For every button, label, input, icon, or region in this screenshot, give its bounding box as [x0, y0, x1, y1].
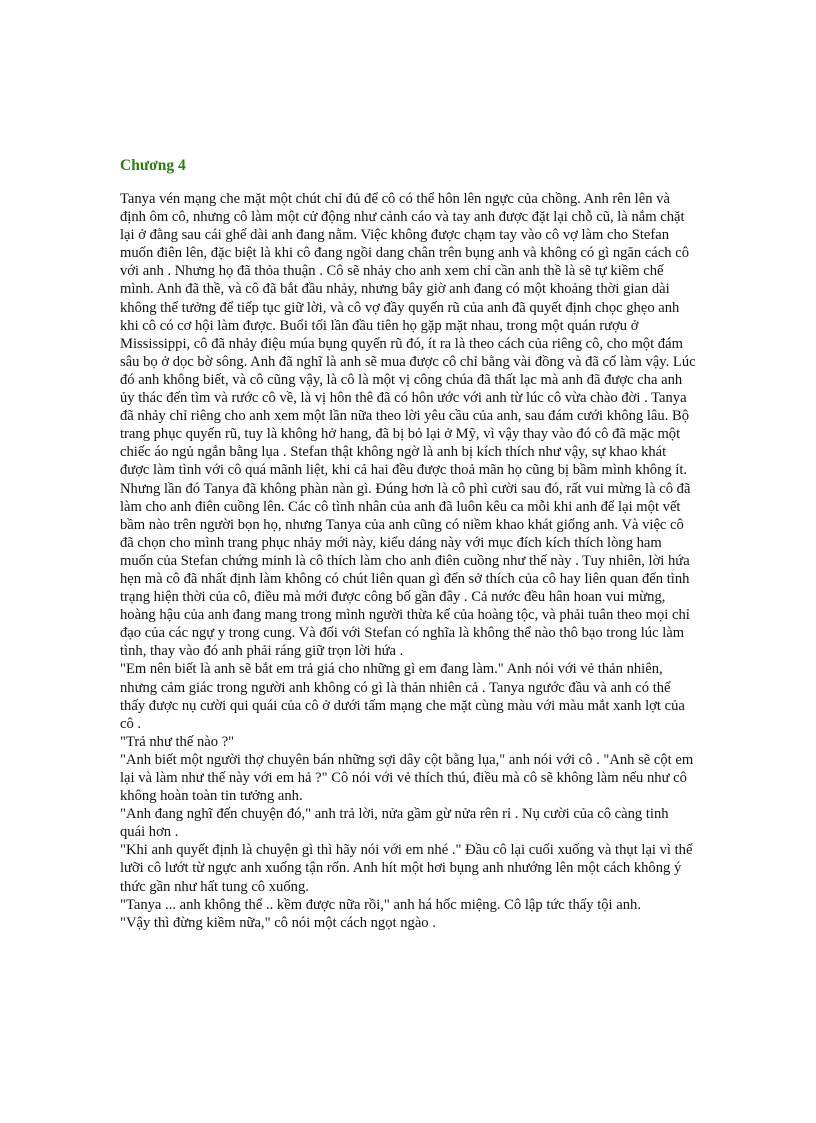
- paragraph: "Vậy thì đừng kiềm nữa," cô nói một cách ngọt ngào .: [120, 914, 436, 931]
- paragraph: Tanya vén mạng che mặt một chút chỉ đủ để cô có thể hôn lên ngực của chồng. Anh rên lên và định ôm cô, nhưng cô làm một cử động như cảnh cáo và tay anh được đặt lại chỗ cũ, là nắm chặt lại ở đằng sau cái ghế dài anh đang nằm. Việc không được chạm tay vào cô vợ làm cho Stefan muốn điên lên, đặc biệt là khi cô đang ngồi dang chân trên bụng anh và không có gì ngăn cách cô với anh . Nhưng họ đã thỏa thuận . Cô sẽ nhảy cho anh xem chỉ cần anh thề là sẽ tự kiềm chế mình. Anh đã thề, và cô đã bắt đầu nhảy, nhưng bây giờ anh đang có một khoảng thời gian dài không thể tưởng để tiếp tục giữ lời, và cô vợ đầy quyến rũ của anh đã quyết định chọc ghẹo anh khi cô có cơ hội làm được. Buổi tối lần đầu tiên họ gặp mặt nhau, trong một quán rượu ở Mississippi, cô đã nhảy điệu múa bụng quyến rũ đó, ít ra là theo cách của riêng cô, cho một đám sâu bọ ở dọc bờ sông. Anh đã nghĩ là anh sẽ mua được cô chỉ bằng vài đồng và đã cố làm vậy. Lúc đó anh không biết, và cô cũng vậy, là cô là một vị công chúa đã thất lạc mà anh đã được cha anh ủy thác đến tìm và rước cô về, là vị hôn thê đã có hôn ước với anh từ lúc cô vừa chào đời . Tanya đã nhảy chỉ riêng cho anh xem một lần nữa theo lời yêu cầu của anh, sau đám cưới không lâu. Bộ trang phục quyến rũ, tuy là không hở hang, đã bị bỏ lại ở Mỹ, vì vậy thay vào đó cô đã mặc một chiếc áo ngủ ngắn bằng lụa . Stefan thật không ngờ là anh bị kích thích như vậy, sự khao khát được làm tình với cô quá mãnh liệt, khi cả hai đều được thoả mãn họ cũng bị bầm mình không ít. Nhưng lần đó Tanya đã không phàn nàn gì. Đúng hơn là cô phì cười sau đó, rất vui mừng là cô đã làm cho anh điên cuồng lên. Các cô tình nhân của anh đã luôn kêu ca mỗi khi anh để lại một vết bầm nào trên người bọn họ, nhưng Tanya của anh cũng có niềm khao khát giống anh. Và việc cô đã chọn cho mình trang phục nhảy mới này, kiểu dáng này với mục đích kích thích lòng ham muốn của Stefan chứng minh là cô thích làm cho anh điên cuồng như thế này . Tuy nhiên, lời hứa hẹn mà cô đã nhất định làm không có chút liên quan gì đến sở thích của cô hay liên quan đến tình trạng hiện thời của cô, điều mà mới được công bố gần đây . Cả nước đều hân hoan vui mừng, hoàng hậu của anh đang mang trong mình người thừa kế của hoàng tộc, và phải tuân theo mọi chỉ đạo của các ngự y trong cung. Và đối với Stefan có nghĩa là không thể nào thô bạo trong lúc làm tình, thay vào đó anh phải ráng giữ trọn lời hứa .: [120, 191, 696, 660]
- paragraph: "Anh biết một người thợ chuyên bán những sợi dây cột bằng lụa," anh nói với cô . "Anh sẽ cột em lại và làm như thế này với em hả ?" Cô nói với vẻ thích thú, điều mà cô sẽ không làm nếu như cô không hoàn toàn tin tưởng anh.: [120, 751, 694, 805]
- chapter-title: Chương 4: [120, 157, 186, 174]
- document-page: [120, 156, 696, 932]
- paragraph: "Em nên biết là anh sẽ bắt em trả giá cho những gì em đang làm." Anh nói với vẻ thản nhiên, nhưng cảm giác trong người anh không có gì là thản nhiên cả . Tanya ngước đầu và anh có thể thấy được nụ cười qui quái của cô ở dưới tấm mạng che mặt cùng màu với màu mắt xanh lợt của cô .: [120, 661, 685, 732]
- paragraph: "Anh đang nghĩ đến chuyện đó," anh trả lời, nửa gầm gừ nửa rên rỉ . Nụ cười của cô càng tinh quái hơn .: [120, 806, 669, 841]
- paragraph: "Trả như thế nào ?": [120, 733, 235, 750]
- paragraph: "Khi anh quyết định là chuyện gì thì hãy nói với em nhé ." Đầu cô lại cuối xuống và thụt lại vì thế lưỡi cô lướt từ ngực anh xuống tận rốn. Anh hít một hơi bụng anh nhướng lên một cách không ý thức gần như hất tung cô xuống.: [120, 842, 693, 895]
- paragraph: "Tanya ... anh không thể .. kềm được nữa rồi," anh há hốc miệng. Cô lập tức thấy tội anh.: [120, 896, 641, 913]
- chapter-body: [120, 190, 696, 932]
